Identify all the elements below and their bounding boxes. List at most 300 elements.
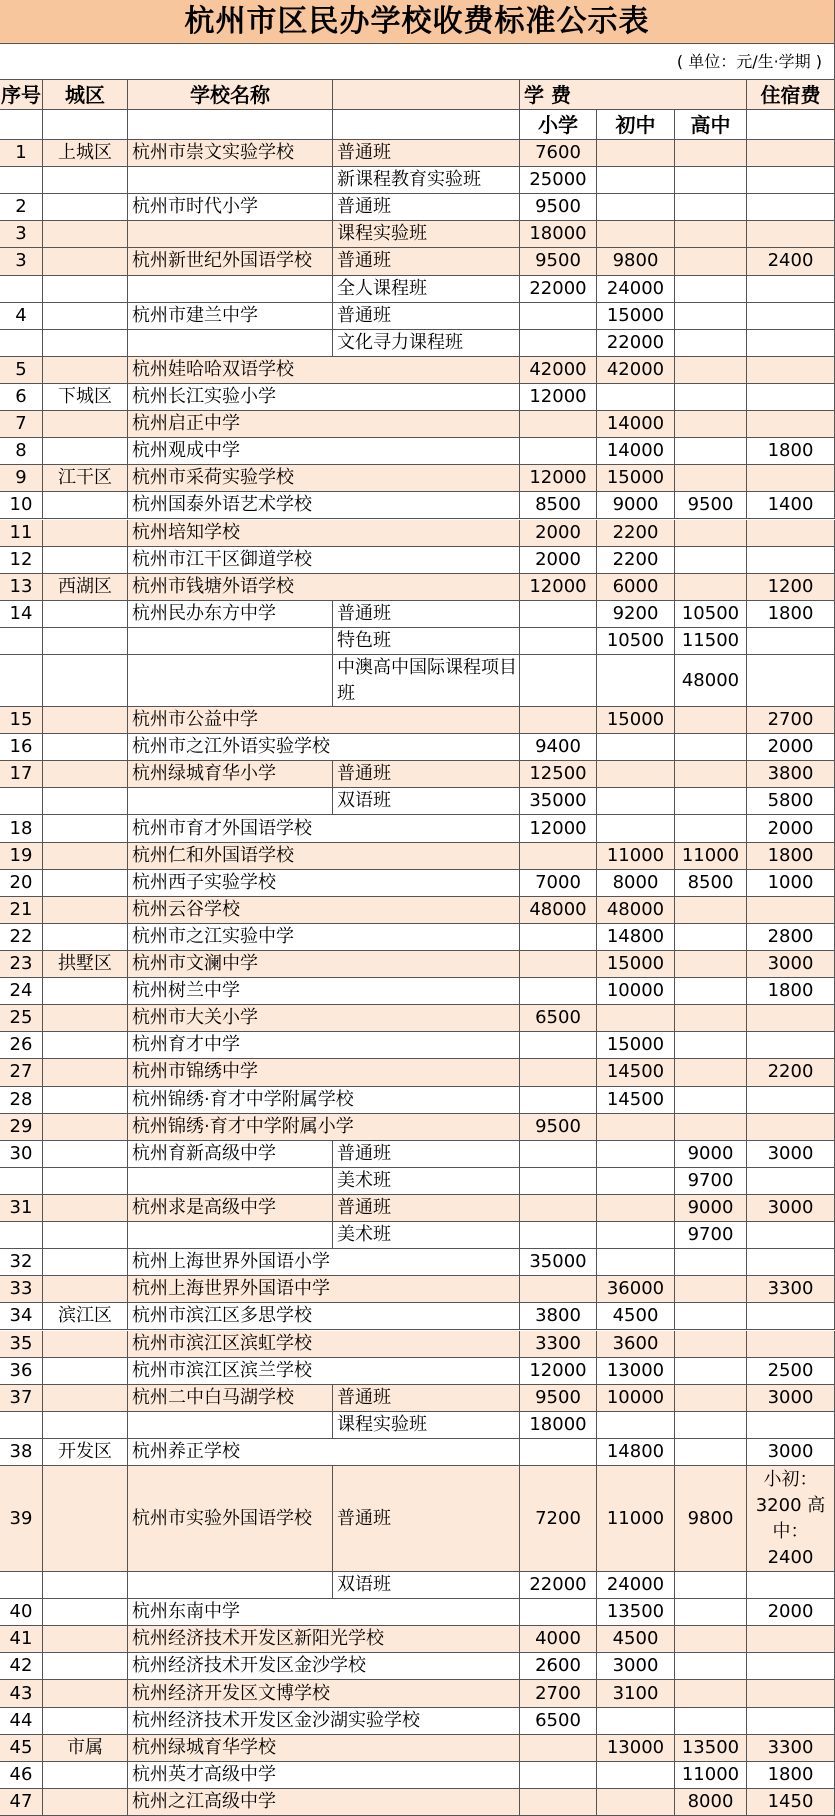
row-district: 下城区 [43, 384, 128, 411]
row-middle-fee: 6000 [597, 574, 675, 601]
row-middle-fee [597, 1141, 675, 1168]
row-school: 杭州市滨江区滨兰学校 [128, 1358, 520, 1385]
row-school: 杭州经济技术开发区金沙湖实验学校 [128, 1708, 520, 1735]
row-school: 杭州市公益中学 [128, 707, 520, 734]
row-boarding-fee [747, 1303, 835, 1330]
row-boarding-fee: 2800 [747, 924, 835, 951]
row-primary-fee: 12500 [520, 761, 597, 788]
row-high-fee [675, 1358, 747, 1385]
row-school: 杭州锦绣·育才中学附属小学 [128, 1114, 520, 1141]
row-high-fee [675, 1249, 747, 1276]
row-boarding-fee [747, 384, 835, 411]
row-primary-fee [520, 303, 597, 330]
row-primary-fee [520, 628, 597, 655]
row-school [128, 330, 333, 357]
row-no: 11 [0, 520, 43, 547]
row-district: 上城区 [43, 140, 128, 167]
row-district [43, 1195, 128, 1222]
row-primary-fee: 2700 [520, 1680, 597, 1707]
row-class: 美术班 [333, 1168, 520, 1195]
row-middle-fee: 4500 [597, 1303, 675, 1330]
row-middle-fee: 8000 [597, 870, 675, 897]
row-middle-fee [597, 734, 675, 761]
row-no: 8 [0, 438, 43, 465]
row-high-fee [675, 1114, 747, 1141]
row-primary-fee: 48000 [520, 897, 597, 924]
row-high-fee [675, 547, 747, 574]
row-boarding-fee: 3300 [747, 1276, 835, 1303]
row-school [128, 1168, 333, 1195]
header-school: 学校名称 [128, 80, 333, 110]
row-middle-fee [597, 384, 675, 411]
row-high-fee [675, 1572, 747, 1599]
row-middle-fee [597, 1222, 675, 1249]
row-class: 普通班 [333, 140, 520, 167]
row-middle-fee [597, 761, 675, 788]
row-middle-fee [597, 1412, 675, 1439]
row-primary-fee: 42000 [520, 357, 597, 384]
row-no: 10 [0, 492, 43, 519]
row-middle-fee [597, 1114, 675, 1141]
row-primary-fee [520, 1141, 597, 1168]
row-district [43, 330, 128, 357]
row-boarding-fee [747, 1005, 835, 1032]
row-district [43, 1358, 128, 1385]
row-district [43, 1680, 128, 1707]
row-middle-fee [597, 167, 675, 194]
row-no [0, 655, 43, 707]
row-primary-fee: 9500 [520, 1114, 597, 1141]
row-high-fee: 11000 [675, 1762, 747, 1789]
row-district [43, 520, 128, 547]
row-primary-fee: 9500 [520, 194, 597, 221]
row-district [43, 1059, 128, 1086]
row-district [43, 1466, 128, 1572]
row-boarding-fee: 3000 [747, 1385, 835, 1412]
row-no: 5 [0, 357, 43, 384]
row-boarding-fee: 2400 [747, 248, 835, 275]
row-class: 普通班 [333, 303, 520, 330]
row-primary-fee [520, 655, 597, 707]
row-boarding-fee [747, 1412, 835, 1439]
row-high-fee [675, 761, 747, 788]
row-district [43, 1412, 128, 1439]
row-district [43, 1653, 128, 1680]
row-district: 西湖区 [43, 574, 128, 601]
row-boarding-fee [747, 655, 835, 707]
row-district: 市属 [43, 1735, 128, 1762]
row-district [43, 1168, 128, 1195]
row-middle-fee: 24000 [597, 1572, 675, 1599]
row-school: 杭州娃哈哈双语学校 [128, 357, 520, 384]
row-class: 普通班 [333, 761, 520, 788]
row-boarding-fee [747, 1168, 835, 1195]
row-school: 杭州仁和外国语学校 [128, 843, 520, 870]
row-no: 16 [0, 734, 43, 761]
row-class: 普通班 [333, 1466, 520, 1572]
row-middle-fee: 3000 [597, 1653, 675, 1680]
row-primary-fee: 12000 [520, 815, 597, 842]
row-no: 17 [0, 761, 43, 788]
row-district [43, 1385, 128, 1412]
row-boarding-fee: 小初：3200 高中：2400 [747, 1466, 835, 1572]
row-primary-fee: 2000 [520, 547, 597, 574]
row-boarding-fee [747, 1653, 835, 1680]
row-primary-fee: 12000 [520, 384, 597, 411]
row-middle-fee: 13000 [597, 1358, 675, 1385]
row-high-fee [675, 951, 747, 978]
row-boarding-fee: 1800 [747, 978, 835, 1005]
row-high-fee: 8500 [675, 870, 747, 897]
row-high-fee: 9500 [675, 492, 747, 519]
row-high-fee [675, 1385, 747, 1412]
row-district [43, 547, 128, 574]
row-school: 杭州市之江实验中学 [128, 924, 520, 951]
row-no: 47 [0, 1789, 43, 1816]
row-school: 杭州二中白马湖学校 [128, 1385, 333, 1412]
row-no: 14 [0, 601, 43, 628]
row-no [0, 1572, 43, 1599]
row-no: 28 [0, 1087, 43, 1114]
row-primary-fee [520, 1789, 597, 1816]
header-boarding: 住宿费 [747, 80, 835, 110]
row-boarding-fee: 2200 [747, 1059, 835, 1086]
row-high-fee: 9700 [675, 1222, 747, 1249]
row-high-fee [675, 978, 747, 1005]
row-school: 杭州之江高级中学 [128, 1789, 520, 1816]
row-high-fee: 10500 [675, 601, 747, 628]
row-no: 37 [0, 1385, 43, 1412]
row-boarding-fee [747, 330, 835, 357]
row-middle-fee [597, 815, 675, 842]
header-district: 城区 [43, 80, 128, 110]
header-middle: 初中 [597, 110, 675, 140]
row-district [43, 1222, 128, 1249]
row-boarding-fee: 3300 [747, 1735, 835, 1762]
row-school [128, 655, 333, 707]
row-no: 9 [0, 465, 43, 492]
row-middle-fee: 42000 [597, 357, 675, 384]
row-middle-fee: 14000 [597, 411, 675, 438]
row-no: 7 [0, 411, 43, 438]
row-middle-fee: 15000 [597, 707, 675, 734]
row-district [43, 1249, 128, 1276]
row-high-fee: 11500 [675, 628, 747, 655]
row-district [43, 978, 128, 1005]
header-blank [333, 110, 520, 140]
row-class: 普通班 [333, 1385, 520, 1412]
row-no: 15 [0, 707, 43, 734]
row-class: 新课程教育实验班 [333, 167, 520, 194]
row-class: 文化寻力课程班 [333, 330, 520, 357]
row-school: 杭州市文澜中学 [128, 951, 520, 978]
row-boarding-fee [747, 1331, 835, 1358]
row-middle-fee [597, 140, 675, 167]
row-high-fee: 9000 [675, 1141, 747, 1168]
row-high-fee [675, 357, 747, 384]
row-primary-fee: 6500 [520, 1708, 597, 1735]
row-primary-fee: 22000 [520, 1572, 597, 1599]
row-school: 杭州市钱塘外语学校 [128, 574, 520, 601]
row-school: 杭州市实验外国语学校 [128, 1466, 333, 1572]
row-school: 杭州长江实验小学 [128, 384, 520, 411]
row-high-fee [675, 520, 747, 547]
header-tuition: 学 费 [520, 80, 747, 110]
row-school: 杭州养正学校 [128, 1439, 520, 1466]
row-district [43, 357, 128, 384]
row-boarding-fee: 3800 [747, 761, 835, 788]
row-primary-fee: 35000 [520, 788, 597, 815]
row-high-fee [675, 1439, 747, 1466]
row-high-fee [675, 276, 747, 303]
row-middle-fee: 9000 [597, 492, 675, 519]
row-boarding-fee [747, 276, 835, 303]
row-no: 35 [0, 1331, 43, 1358]
row-school [128, 221, 333, 248]
row-class: 特色班 [333, 628, 520, 655]
row-no: 40 [0, 1599, 43, 1626]
row-middle-fee: 15000 [597, 303, 675, 330]
row-middle-fee: 13500 [597, 1599, 675, 1626]
row-class: 普通班 [333, 1141, 520, 1168]
row-class: 普通班 [333, 601, 520, 628]
row-school: 杭州新世纪外国语学校 [128, 248, 333, 275]
row-boarding-fee [747, 465, 835, 492]
row-middle-fee: 10000 [597, 978, 675, 1005]
row-middle-fee: 13000 [597, 1735, 675, 1762]
row-boarding-fee: 2000 [747, 815, 835, 842]
row-high-fee [675, 194, 747, 221]
row-no: 26 [0, 1032, 43, 1059]
row-boarding-fee: 1450 [747, 1789, 835, 1816]
row-no: 33 [0, 1276, 43, 1303]
row-boarding-fee: 3000 [747, 1141, 835, 1168]
row-no: 43 [0, 1680, 43, 1707]
row-school: 杭州上海世界外国语中学 [128, 1276, 520, 1303]
row-primary-fee: 12000 [520, 574, 597, 601]
row-district: 滨江区 [43, 1303, 128, 1330]
row-boarding-fee: 2700 [747, 707, 835, 734]
row-primary-fee: 8500 [520, 492, 597, 519]
row-primary-fee: 9500 [520, 248, 597, 275]
row-school: 杭州市育才外国语学校 [128, 815, 520, 842]
row-district [43, 194, 128, 221]
row-middle-fee: 14800 [597, 924, 675, 951]
row-boarding-fee [747, 1572, 835, 1599]
row-boarding-fee: 1200 [747, 574, 835, 601]
row-primary-fee: 7000 [520, 870, 597, 897]
row-district [43, 897, 128, 924]
row-district [43, 707, 128, 734]
row-no: 32 [0, 1249, 43, 1276]
row-boarding-fee [747, 303, 835, 330]
row-primary-fee [520, 1195, 597, 1222]
row-middle-fee [597, 1789, 675, 1816]
row-school: 杭州市建兰中学 [128, 303, 333, 330]
row-no: 36 [0, 1358, 43, 1385]
row-school: 杭州市江干区御道学校 [128, 547, 520, 574]
row-district: 江干区 [43, 465, 128, 492]
row-high-fee: 48000 [675, 655, 747, 707]
row-boarding-fee: 1800 [747, 1762, 835, 1789]
row-district [43, 221, 128, 248]
row-primary-fee [520, 1735, 597, 1762]
row-primary-fee: 25000 [520, 167, 597, 194]
row-middle-fee: 24000 [597, 276, 675, 303]
row-high-fee [675, 438, 747, 465]
row-school [128, 1412, 333, 1439]
row-school: 杭州培知学校 [128, 520, 520, 547]
row-district [43, 1708, 128, 1735]
row-primary-fee: 4000 [520, 1626, 597, 1653]
row-high-fee [675, 815, 747, 842]
row-class: 中澳高中国际课程项目班 [333, 655, 520, 707]
row-no: 31 [0, 1195, 43, 1222]
row-primary-fee: 6500 [520, 1005, 597, 1032]
row-district [43, 167, 128, 194]
row-boarding-fee [747, 520, 835, 547]
row-high-fee [675, 384, 747, 411]
row-high-fee [675, 330, 747, 357]
row-no: 3 [0, 221, 43, 248]
row-middle-fee: 2200 [597, 547, 675, 574]
row-middle-fee: 15000 [597, 951, 675, 978]
row-district [43, 1114, 128, 1141]
header-blank [333, 80, 520, 110]
row-high-fee [675, 707, 747, 734]
row-middle-fee: 15000 [597, 1032, 675, 1059]
row-boarding-fee: 1000 [747, 870, 835, 897]
row-district [43, 1276, 128, 1303]
row-high-fee: 8000 [675, 1789, 747, 1816]
row-school: 杭州市锦绣中学 [128, 1059, 520, 1086]
row-primary-fee: 22000 [520, 276, 597, 303]
row-school: 杭州树兰中学 [128, 978, 520, 1005]
row-no: 1 [0, 140, 43, 167]
row-no: 21 [0, 897, 43, 924]
row-school: 杭州国泰外语艺术学校 [128, 492, 520, 519]
row-boarding-fee [747, 1032, 835, 1059]
row-boarding-fee [747, 1249, 835, 1276]
row-middle-fee: 9200 [597, 601, 675, 628]
row-boarding-fee: 1800 [747, 438, 835, 465]
row-no [0, 628, 43, 655]
row-boarding-fee [747, 411, 835, 438]
row-primary-fee [520, 601, 597, 628]
row-school: 杭州上海世界外国语小学 [128, 1249, 520, 1276]
row-district [43, 1626, 128, 1653]
row-middle-fee [597, 788, 675, 815]
row-district [43, 1141, 128, 1168]
page-title: 杭州市区民办学校收费标准公示表 [0, 0, 835, 44]
row-primary-fee [520, 1087, 597, 1114]
row-class: 普通班 [333, 248, 520, 275]
row-high-fee [675, 1653, 747, 1680]
row-no: 19 [0, 843, 43, 870]
row-district [43, 601, 128, 628]
row-high-fee [675, 221, 747, 248]
row-district [43, 924, 128, 951]
row-primary-fee [520, 978, 597, 1005]
row-boarding-fee: 2000 [747, 734, 835, 761]
row-high-fee [675, 1276, 747, 1303]
row-district [43, 655, 128, 707]
row-high-fee [675, 1412, 747, 1439]
row-no [0, 1168, 43, 1195]
row-boarding-fee [747, 221, 835, 248]
row-primary-fee: 9500 [520, 1385, 597, 1412]
row-boarding-fee [747, 1114, 835, 1141]
row-primary-fee: 3300 [520, 1331, 597, 1358]
row-primary-fee [520, 1168, 597, 1195]
row-district [43, 761, 128, 788]
row-high-fee [675, 248, 747, 275]
row-district [43, 1087, 128, 1114]
row-school [128, 167, 333, 194]
row-school [128, 1572, 333, 1599]
row-middle-fee [597, 1005, 675, 1032]
row-no: 6 [0, 384, 43, 411]
row-district [43, 870, 128, 897]
row-no: 25 [0, 1005, 43, 1032]
row-school: 杭州育才中学 [128, 1032, 520, 1059]
row-primary-fee: 18000 [520, 1412, 597, 1439]
row-school: 杭州锦绣·育才中学附属学校 [128, 1087, 520, 1114]
row-primary-fee [520, 951, 597, 978]
row-high-fee [675, 788, 747, 815]
row-high-fee [675, 1059, 747, 1086]
row-boarding-fee [747, 897, 835, 924]
row-high-fee [675, 1032, 747, 1059]
row-no: 45 [0, 1735, 43, 1762]
row-primary-fee [520, 843, 597, 870]
row-middle-fee: 11000 [597, 1466, 675, 1572]
row-no: 34 [0, 1303, 43, 1330]
row-middle-fee: 14500 [597, 1059, 675, 1086]
row-district [43, 1331, 128, 1358]
row-middle-fee: 36000 [597, 1276, 675, 1303]
row-high-fee [675, 924, 747, 951]
row-no [0, 1412, 43, 1439]
row-primary-fee [520, 438, 597, 465]
row-district [43, 1789, 128, 1816]
row-high-fee [675, 1626, 747, 1653]
row-middle-fee: 14500 [597, 1087, 675, 1114]
row-primary-fee: 12000 [520, 465, 597, 492]
row-boarding-fee [747, 167, 835, 194]
row-high-fee [675, 167, 747, 194]
row-no: 41 [0, 1626, 43, 1653]
row-boarding-fee: 1800 [747, 601, 835, 628]
row-middle-fee: 10500 [597, 628, 675, 655]
row-no [0, 788, 43, 815]
row-middle-fee: 14800 [597, 1439, 675, 1466]
row-primary-fee: 9400 [520, 734, 597, 761]
row-no: 38 [0, 1439, 43, 1466]
row-primary-fee: 18000 [520, 221, 597, 248]
row-high-fee [675, 140, 747, 167]
row-school: 杭州市大关小学 [128, 1005, 520, 1032]
row-no [0, 167, 43, 194]
row-district [43, 734, 128, 761]
row-district [43, 303, 128, 330]
row-middle-fee: 22000 [597, 330, 675, 357]
row-district [43, 1572, 128, 1599]
row-school: 杭州市时代小学 [128, 194, 333, 221]
row-middle-fee: 3100 [597, 1680, 675, 1707]
row-no: 3 [0, 248, 43, 275]
row-middle-fee: 48000 [597, 897, 675, 924]
